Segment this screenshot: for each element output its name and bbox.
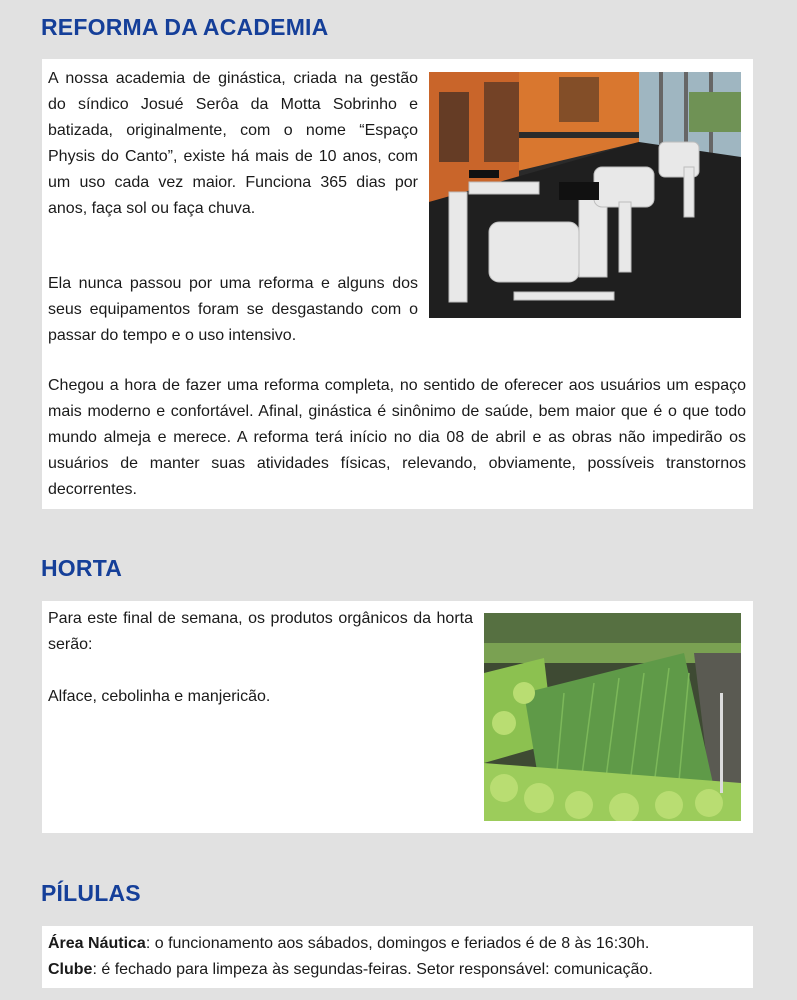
academia-card [42, 59, 753, 509]
garden-photo [484, 613, 741, 821]
academia-paragraph-3: Chegou a hora de fazer uma reforma completa, no sentido de oferecer aos usuários um espaço mais moderno e confortável. Afinal, ginástica é sinônimo de saúde, bem maior que é o que todo mundo almeja e merece. A reforma terá início no dia 08 de abril e as obras não impedirão os usuários de manter suas atividades físicas, relevando, obviamente, possíveis transtornos decorrentes. [48, 377, 746, 498]
horta-paragraph-2: Alface, cebolinha e manjericão. [48, 688, 271, 705]
pilula-text: : é fechado para limpeza às segundas-feiras. Setor responsável: comunicação. [92, 961, 653, 978]
pilula-item [48, 957, 653, 983]
gym-photo [429, 72, 741, 318]
horta-card [42, 601, 753, 833]
pilula-text: : o funcionamento aos sábados, domingos e feriados é de 8 às 16:30h. [145, 935, 650, 952]
pilula-label: Área Náutica [48, 935, 146, 952]
pilula-label: Clube [48, 961, 93, 978]
horta-paragraph-1: Para este final de semana, os produtos orgânicos da horta serão: [48, 610, 473, 653]
horta-title: HORTA [41, 555, 123, 581]
pilulas-card [42, 926, 753, 988]
academia-paragraph-2: Ela nunca passou por uma reforma e alguns dos seus equipamentos foram se desgastando com o passar do tempo e o uso intensivo. [48, 275, 418, 344]
pilulas-title: PÍLULAS [41, 880, 141, 906]
academia-paragraph-1: A nossa academia de ginástica, criada na gestão do síndico Josué Serôa da Motta Sobrinho e batizada, originalmente, com o nome “Espaço Physis do Canto”, existe há mais de 10 anos, com um uso cada vez maior. Funciona 365 dias por anos, faça sol ou faça chuva. [48, 70, 418, 217]
pilula-item [48, 931, 649, 957]
academia-title: REFORMA DA ACADEMIA [41, 14, 329, 40]
